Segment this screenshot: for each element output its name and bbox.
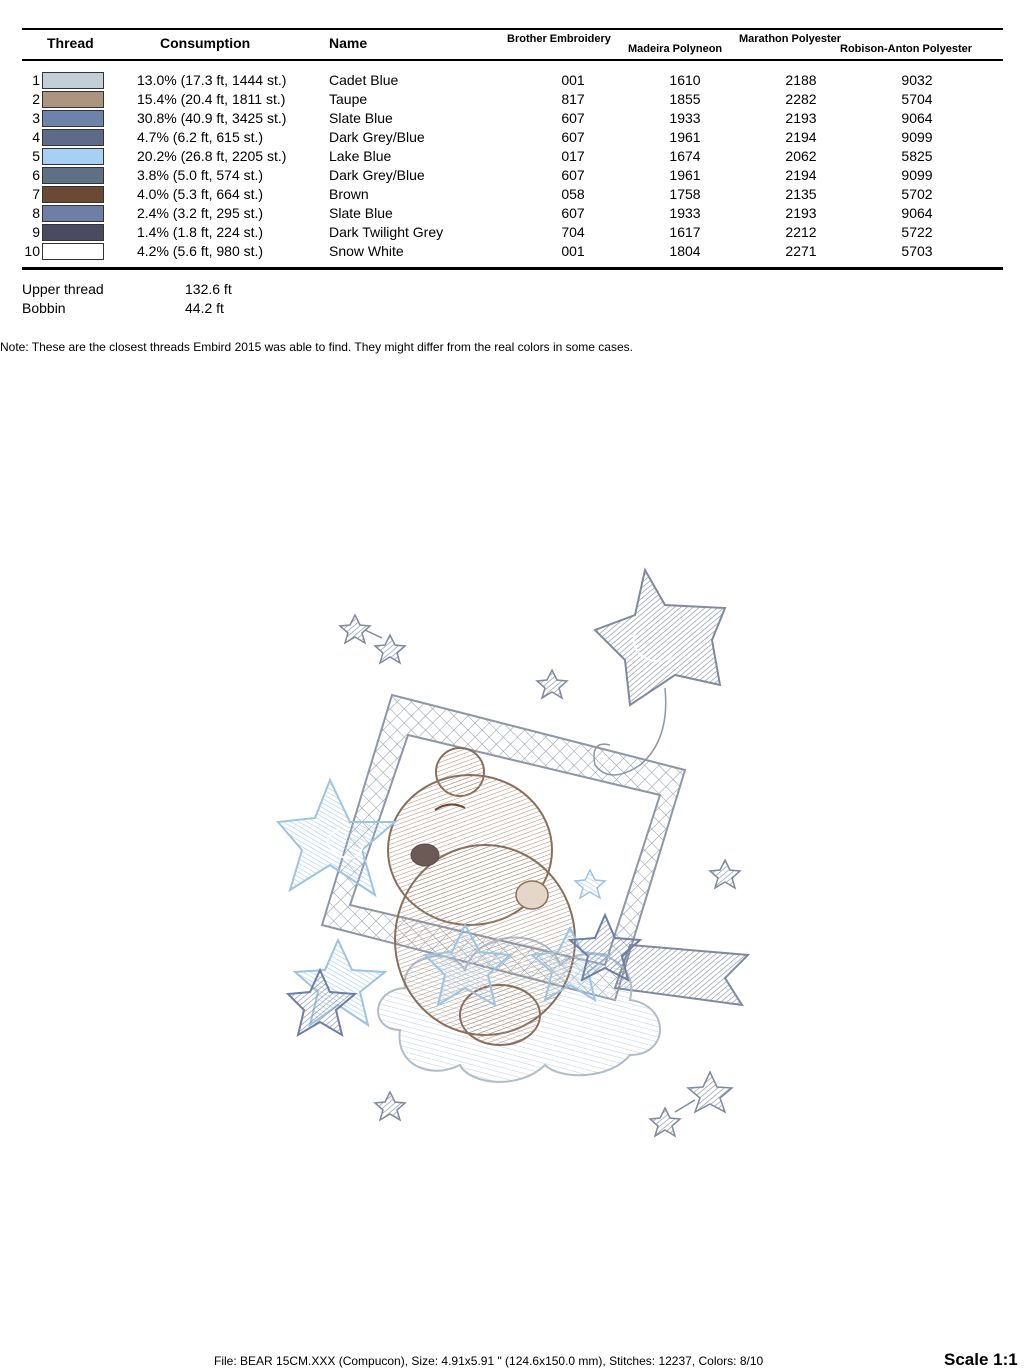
thread-name: Taupe — [329, 91, 368, 107]
consumption: 4.2% (5.6 ft, 980 st.) — [137, 243, 264, 259]
consumption: 1.4% (1.8 ft, 224 st.) — [137, 224, 264, 240]
marathon-code: 2193 — [785, 205, 817, 221]
thread-number: 3 — [32, 110, 40, 126]
table-row — [0, 242, 1024, 261]
consumption: 20.2% (26.8 ft, 2205 st.) — [137, 148, 287, 164]
robison-code: 5703 — [901, 243, 933, 259]
consumption: 3.8% (5.0 ft, 574 st.) — [137, 167, 264, 183]
marathon-code: 2194 — [785, 167, 817, 183]
header-name: Name — [329, 35, 368, 51]
header-robison: Robison-Anton Polyester — [840, 43, 973, 55]
thread-number: 4 — [32, 129, 40, 145]
header-thread: Thread — [47, 35, 94, 51]
table-row — [0, 90, 1024, 109]
thread-number: 9 — [32, 224, 40, 240]
color-swatch — [42, 243, 104, 260]
madeira-code: 1961 — [669, 167, 701, 183]
madeira-code: 1617 — [669, 224, 701, 240]
thread-number: 7 — [32, 186, 40, 202]
marathon-code: 2271 — [785, 243, 817, 259]
thread-name: Brown — [329, 186, 369, 202]
madeira-code: 1610 — [669, 72, 701, 88]
color-swatch — [42, 205, 104, 222]
brother-code: 001 — [561, 72, 585, 88]
marathon-code: 2135 — [785, 186, 817, 202]
bobbin-label: Bobbin — [22, 300, 66, 316]
balloon-star-icon — [594, 570, 725, 775]
file-info-footer: File: BEAR 15CM.XXX (Compucon), Size: 4.91x5.91 " (124.6x150.0 mm), Stitches: 12237, Colors: 8/10 — [214, 1354, 764, 1368]
thread-number: 1 — [32, 72, 40, 88]
thread-number: 8 — [32, 205, 40, 221]
marathon-code: 2188 — [785, 72, 817, 88]
color-swatch — [42, 186, 104, 203]
brother-code: 607 — [561, 167, 585, 183]
brother-code: 607 — [561, 129, 585, 145]
madeira-code: 1933 — [669, 110, 701, 126]
star-icon — [650, 1072, 732, 1136]
robison-code: 5704 — [901, 91, 933, 107]
color-swatch — [42, 167, 104, 184]
brother-code: 001 — [561, 243, 585, 259]
star-icon — [340, 615, 405, 663]
brother-code: 607 — [561, 110, 585, 126]
robison-code: 9032 — [901, 72, 933, 88]
thread-name: Slate Blue — [329, 110, 393, 126]
madeira-code: 1855 — [669, 91, 701, 107]
teddy-bear-icon — [388, 748, 575, 1045]
consumption: 30.8% (40.9 ft, 3425 st.) — [137, 110, 287, 126]
table-row — [0, 223, 1024, 242]
madeira-code: 1804 — [669, 243, 701, 259]
star-icon — [575, 870, 605, 898]
marathon-code: 2282 — [785, 91, 817, 107]
table-row — [0, 166, 1024, 185]
thread-name: Dark Grey/Blue — [329, 129, 425, 145]
upper-thread-label: Upper thread — [22, 281, 104, 297]
table-row — [0, 185, 1024, 204]
bobbin-value: 44.2 ft — [185, 300, 224, 316]
marathon-code: 2212 — [785, 224, 817, 240]
color-swatch — [42, 110, 104, 127]
madeira-code: 1674 — [669, 148, 701, 164]
robison-code: 9099 — [901, 129, 933, 145]
robison-code: 5722 — [901, 224, 933, 240]
table-row — [0, 204, 1024, 223]
thread-number: 6 — [32, 167, 40, 183]
header-marathon: Marathon Polyester — [739, 33, 842, 45]
table-top-rule — [22, 28, 1003, 30]
marathon-code: 2062 — [785, 148, 817, 164]
robison-code: 5825 — [901, 148, 933, 164]
brother-code: 704 — [561, 224, 585, 240]
brother-code: 607 — [561, 205, 585, 221]
upper-thread-value: 132.6 ft — [185, 281, 232, 297]
header-madeira: Madeira Polyneon — [628, 43, 723, 55]
thread-number: 5 — [32, 148, 40, 164]
thread-name: Snow White — [329, 243, 404, 259]
table-bottom-rule — [22, 267, 1003, 270]
star-icon — [375, 1092, 405, 1120]
brother-code: 817 — [561, 91, 585, 107]
robison-code: 9099 — [901, 167, 933, 183]
marathon-code: 2194 — [785, 129, 817, 145]
madeira-code: 1758 — [669, 186, 701, 202]
madeira-code: 1961 — [669, 129, 701, 145]
scale-label: Scale 1:1 — [944, 1350, 1018, 1369]
consumption: 4.7% (6.2 ft, 615 st.) — [137, 129, 264, 145]
star-icon — [537, 670, 567, 698]
marathon-code: 2193 — [785, 110, 817, 126]
table-row — [0, 147, 1024, 166]
color-swatch — [42, 91, 104, 108]
brother-code: 058 — [561, 186, 585, 202]
header-consumption: Consumption — [160, 35, 251, 51]
thread-number: 2 — [32, 91, 40, 107]
table-row — [0, 109, 1024, 128]
thread-number: 10 — [24, 243, 40, 259]
robison-code: 9064 — [901, 205, 933, 221]
brother-code: 017 — [561, 148, 585, 164]
consumption: 13.0% (17.3 ft, 1444 st.) — [137, 72, 287, 88]
embroidery-design-preview — [270, 560, 760, 1140]
thread-name: Cadet Blue — [329, 72, 399, 88]
madeira-code: 1933 — [669, 205, 701, 221]
consumption: 2.4% (3.2 ft, 295 st.) — [137, 205, 264, 221]
consumption: 4.0% (5.3 ft, 664 st.) — [137, 186, 264, 202]
note-text: Note: These are the closest threads Embird 2015 was able to find. They might differ from the real colors in some cases. — [0, 340, 633, 354]
table-row — [0, 71, 1024, 90]
color-swatch — [42, 148, 104, 165]
thread-name: Lake Blue — [329, 148, 392, 164]
thread-name: Slate Blue — [329, 205, 393, 221]
color-swatch — [42, 129, 104, 146]
table-header-rule — [22, 59, 1003, 61]
robison-code: 5702 — [901, 186, 933, 202]
color-swatch — [42, 224, 104, 241]
ribbon-banner-icon — [615, 945, 748, 1005]
thread-name: Dark Grey/Blue — [329, 167, 425, 183]
star-icon — [710, 860, 740, 888]
consumption: 15.4% (20.4 ft, 1811 st.) — [137, 91, 286, 107]
header-brother: Brother Embroidery — [507, 33, 611, 45]
table-row — [0, 128, 1024, 147]
robison-code: 9064 — [901, 110, 933, 126]
color-swatch — [42, 72, 104, 89]
thread-name: Dark Twilight Grey — [329, 224, 444, 240]
